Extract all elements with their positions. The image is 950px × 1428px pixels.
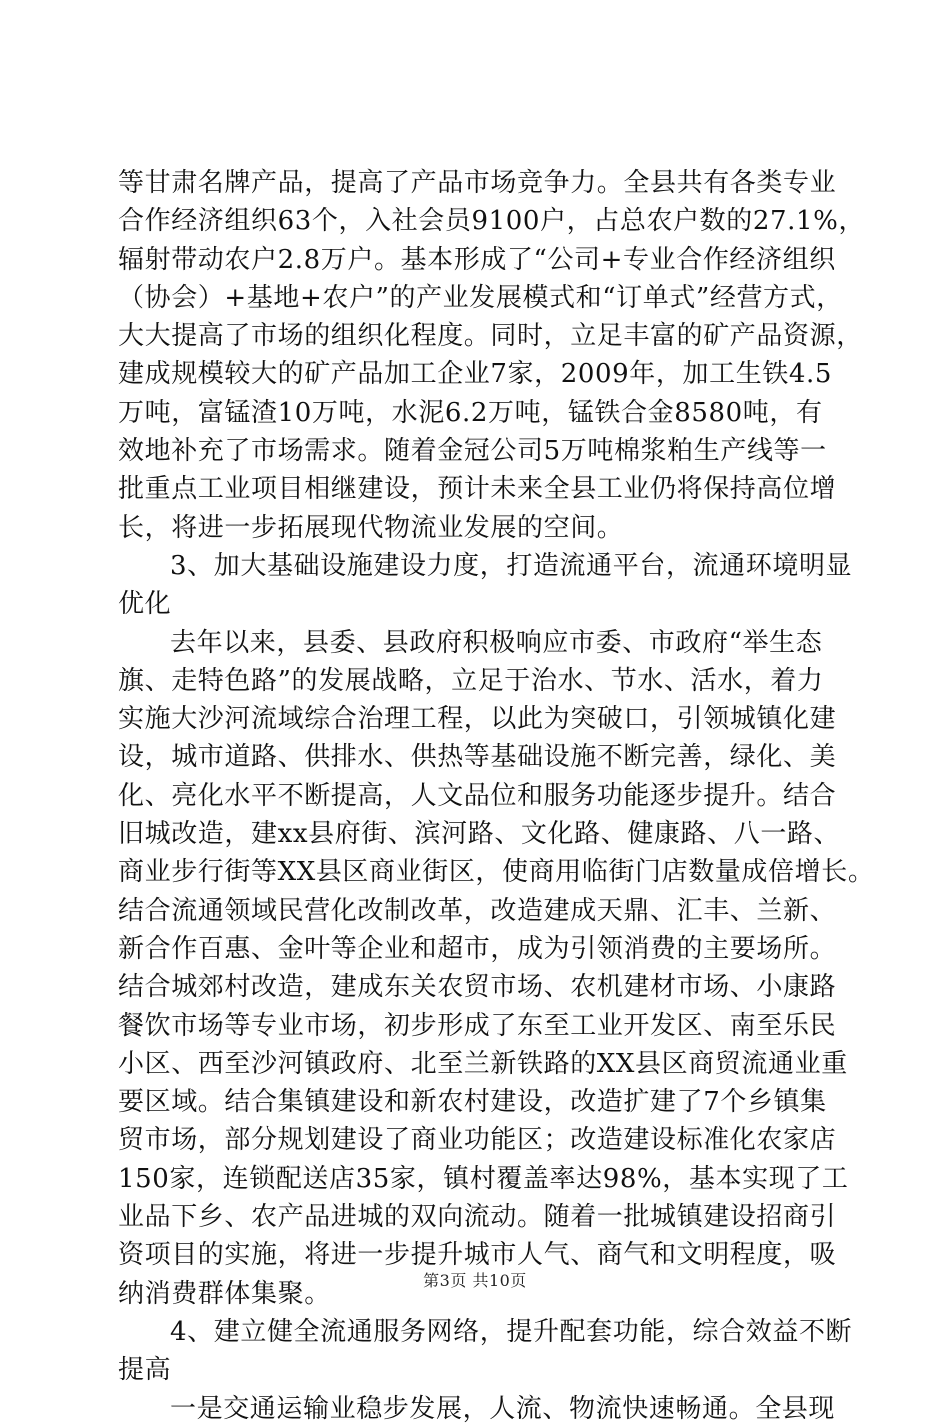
text-line: 等甘肃名牌产品，提高了产品市场竞争力。全县共有各类专业 bbox=[118, 168, 837, 198]
text-line: 建成规模较大的矿产品加工企业7家，2009年，加工生铁4.5 bbox=[118, 359, 833, 390]
text-line: 纳消费群体集聚。 bbox=[118, 1278, 331, 1309]
text-line: 万吨，富锰渣10万吨，水泥6.2万吨，锰铁合金8580吨，有 bbox=[118, 397, 823, 428]
page-footer: 第3页 共10页 bbox=[423, 1271, 527, 1290]
text-line: 商业步行街等XX县区商业街区，使商用临街门店数量成倍增长。 bbox=[118, 857, 875, 888]
text-line: 实施大沙河流域综合治理工程，以此为突破口，引领城镇化建 bbox=[118, 704, 837, 735]
text-line: 长，将进一步拓展现代物流业发展的空间。 bbox=[118, 512, 624, 543]
text-line: 要区域。结合集镇建设和新农村建设，改造扩建了7个乡镇集 bbox=[118, 1087, 827, 1118]
text-line: 贸市场，部分规划建设了商业功能区；改造建设标准化农家店 bbox=[118, 1125, 837, 1156]
text-line: 一是交通运输业稳步发展，人流、物流快速畅通。全县现 bbox=[170, 1393, 836, 1424]
text-line: 旗、走特色路”的发展战略，立足于治水、节水、活水，着力 bbox=[118, 665, 824, 696]
text-line: 资项目的实施，将进一步提升城市人气、商气和文明程度，吸 bbox=[118, 1240, 837, 1271]
text-line: 合作经济组织63个，入社会员9100户，占总农户数的27.1%， bbox=[118, 206, 866, 237]
text-line: 4、建立健全流通服务网络，提升配套功能，综合效益不断 bbox=[170, 1316, 853, 1347]
text-line: 辐射带动农户2.8万户。基本形成了“公司+专业合作经济组织 bbox=[118, 244, 836, 275]
text-line: 设，城市道路、供排水、供热等基础设施不断完善，绿化、美 bbox=[118, 742, 837, 773]
text-line: 批重点工业项目相继建设，预计未来全县工业仍将保持高位增 bbox=[118, 474, 837, 505]
text-line: 效地补充了市场需求。随着金冠公司5万吨棉浆粕生产线等一 bbox=[118, 436, 827, 467]
text-line: 旧城改造，建xx县府街、滨河路、文化路、健康路、八一路、 bbox=[118, 819, 841, 850]
text-line: 去年以来，县委、县政府积极响应市委、市政府“举生态 bbox=[170, 627, 823, 658]
text-line: （协会）+基地+农户”的产业发展模式和“订单式”经营方式， bbox=[118, 282, 843, 313]
text-line: 业品下乡、农产品进城的双向流动。随着一批城镇建设招商引 bbox=[118, 1202, 837, 1233]
text-line: 3、加大基础设施建设力度，打造流通平台，流通环境明显 bbox=[170, 550, 853, 581]
text-line: 新合作百惠、金叶等企业和超市，成为引领消费的主要场所。 bbox=[118, 933, 837, 964]
document-body bbox=[118, 164, 875, 1428]
text-line: 结合流通领域民营化改制改革，改造建成天鼎、汇丰、兰新、 bbox=[118, 895, 837, 926]
text-line: 结合城郊村改造，建成东关农贸市场、农机建材市场、小康路 bbox=[118, 972, 837, 1003]
text-line: 优化 bbox=[118, 589, 172, 620]
text-line: 提高 bbox=[118, 1355, 172, 1386]
text-line: 大大提高了市场的组织化程度。同时，立足丰富的矿产品资源， bbox=[118, 321, 863, 352]
text-line: 餐饮市场等专业市场，初步形成了东至工业开发区、南至乐民 bbox=[118, 1010, 837, 1041]
text-line: 150家，连锁配送店35家，镇村覆盖率达98%，基本实现了工 bbox=[118, 1163, 849, 1194]
text-line: 化、亮化水平不断提高，人文品位和服务功能逐步提升。结合 bbox=[118, 780, 837, 811]
text-line: 小区、西至沙河镇政府、北至兰新铁路的XX县区商贸流通业重 bbox=[118, 1048, 848, 1079]
